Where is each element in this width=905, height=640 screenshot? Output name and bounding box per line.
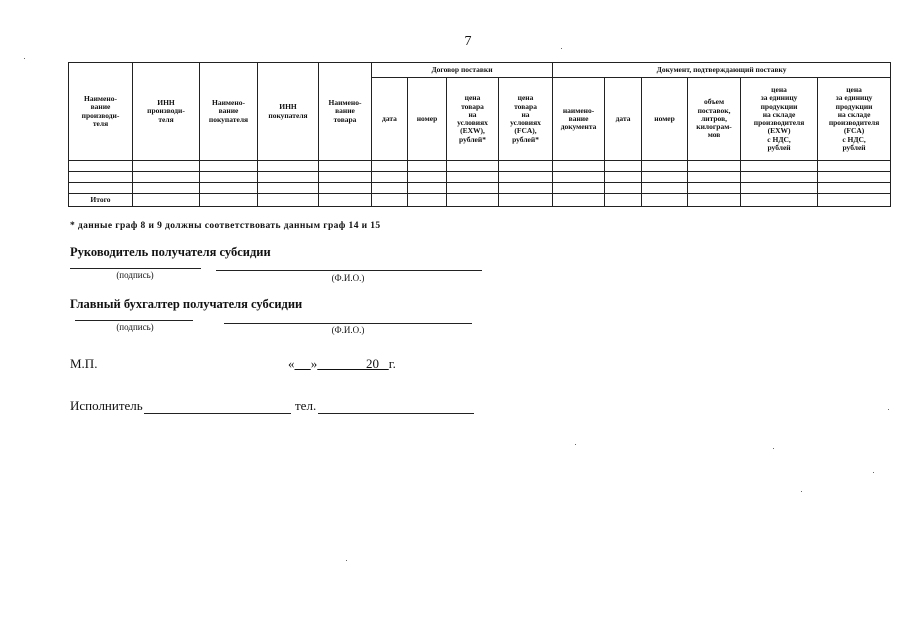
page-number: 7 [464,34,472,49]
table-row [69,172,891,183]
date-open-quote: « [288,356,295,371]
date-year-blank [379,356,389,371]
executor-label: Исполнитель [70,398,143,413]
col-contract-price-fca: цена товара на условиях (FCA), рублей* [499,78,553,161]
col-producer-name: Наимено- вание производи- теля [69,63,133,161]
col-doc-name: наимено- вание документа [553,78,605,161]
phone-label: тел. [295,398,317,413]
table-row-total [69,194,891,207]
head-title: Руководитель получателя субсидии [70,245,271,259]
col-doc-price-exw: цена за единицу продукции на складе производителя (EXW) с НДС, рублей [741,78,818,161]
scan-speck [575,444,576,445]
col-goods-name: Наимено- вание товара [319,63,372,161]
col-buyer-inn: ИНН покупателя [258,63,319,161]
delivery-table [68,62,891,207]
group-contract: Договор поставки [372,63,553,78]
col-producer-inn: ИНН производи- теля [133,63,200,161]
accountant-title: Главный бухгалтер получателя субсидии [70,297,303,311]
total-label: Итого [69,194,133,207]
col-doc-date: дата [605,78,642,161]
table-row [69,161,891,172]
head-signature-line [70,268,201,269]
footnote: * данные граф 8 и 9 должны соответствовать данным граф 14 и 15 [70,221,381,231]
scan-speck [873,472,874,473]
scan-speck [888,409,889,410]
scan-speck [24,58,25,59]
scan-speck [773,448,774,449]
scan-speck [801,491,802,492]
col-contract-number: номер [408,78,447,161]
head-signature-caption: (подпись) [116,270,154,280]
phone-line [318,413,474,414]
col-contract-date: дата [372,78,408,161]
accountant-signature-line [75,320,193,321]
date-line [288,356,396,372]
col-buyer-name: Наимено- вание покупателя [200,63,258,161]
executor-line [144,413,291,414]
col-doc-price-fca: цена за единицу продукции на складе производителя (FCA) с НДС, рублей [818,78,891,161]
col-doc-number: номер [642,78,688,161]
date-day-blank [295,356,311,371]
accountant-fio-caption: (Ф.И.О.) [331,325,365,335]
scan-speck [561,48,562,49]
col-doc-volume: объем поставок, литров, килограм- мов [688,78,741,161]
head-fio-line [216,270,482,271]
stamp-place: М.П. [70,356,98,371]
scan-speck [346,560,347,561]
date-month-blank [317,356,366,371]
head-fio-caption: (Ф.И.О.) [331,273,365,283]
table-row [69,183,891,194]
date-close-quote: » [310,356,318,371]
group-delivery-doc: Документ, подтверждающий поставку [553,63,891,78]
date-year-prefix: 20 [366,356,379,371]
accountant-signature-caption: (подпись) [116,322,154,332]
accountant-fio-line [224,323,472,324]
col-contract-price-exw: цена товара на условиях (EXW), рублей* [447,78,499,161]
date-year-suffix: г. [388,356,396,371]
